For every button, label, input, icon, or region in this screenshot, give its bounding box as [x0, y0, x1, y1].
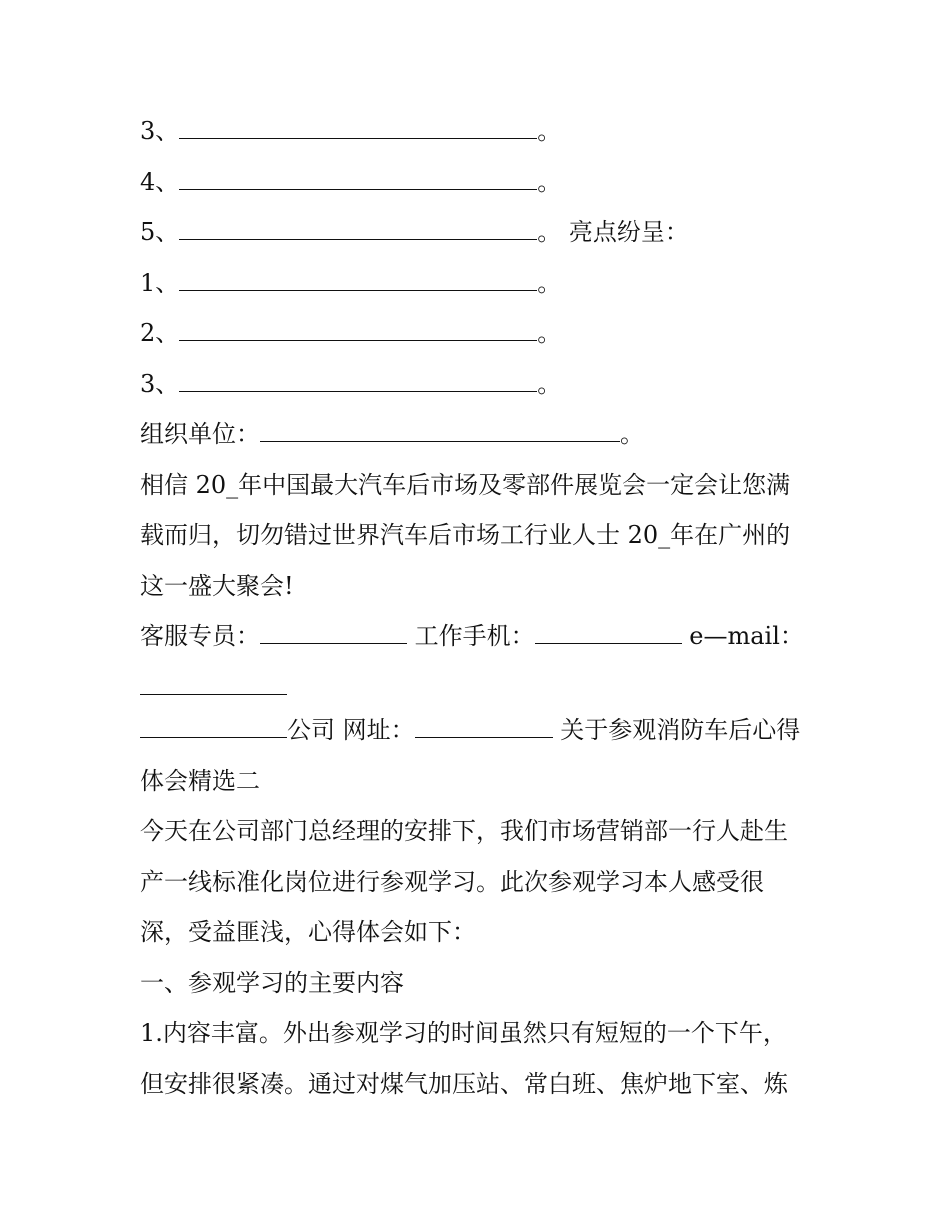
contact-line [140, 619, 820, 653]
item-end: 。 [537, 319, 562, 347]
fill-blank [140, 672, 287, 695]
item-end: 。 [537, 168, 562, 196]
item-number: 4、 [140, 168, 180, 196]
article-title: 关于参观消防车后心得 [552, 716, 801, 744]
item-end: 。 [537, 370, 562, 398]
email-label: e—mail： [681, 622, 804, 650]
organizer-end: 。 [620, 420, 644, 448]
item-number: 3、 [140, 370, 180, 398]
mobile-label: 工作手机： [407, 622, 535, 650]
fill-blank [179, 268, 537, 291]
contact-line [140, 670, 820, 704]
paragraph-line: 深，受益匪浅，心得体会如下： [140, 918, 476, 946]
item-number: 5、 [140, 218, 180, 246]
fill-blank [179, 116, 537, 139]
fill-blank [140, 715, 287, 738]
service-label: 客服专员： [140, 622, 260, 650]
article-title: 体会精选二 [140, 767, 260, 795]
fill-blank [179, 217, 537, 240]
list-item [140, 316, 820, 350]
item-number: 1、 [140, 269, 180, 297]
item-end: 。 [537, 117, 562, 145]
fill-blank [415, 715, 553, 738]
highlights-heading: 亮点纷呈： [561, 218, 689, 246]
item-number: 2、 [140, 319, 180, 347]
list-item [140, 266, 820, 300]
fill-blank [179, 369, 537, 392]
paragraph-line: 相信 20_年中国最大汽车后市场及零部件展览会一定会让您满 [140, 471, 791, 499]
list-item [140, 367, 820, 401]
paragraph-line: 1.内容丰富。外出参观学习的时间虽然只有短短的一个下午， [140, 1019, 787, 1047]
fill-blank [535, 621, 682, 644]
item-end: 。 [537, 218, 562, 246]
paragraph-line: 但安排很紧凑。通过对煤气加压站、常白班、焦炉地下室、炼 [140, 1070, 788, 1098]
section-heading: 一、参观学习的主要内容 [140, 969, 404, 997]
paragraph-line: 这一盛大聚会! [140, 572, 294, 600]
paragraph-line: 今天在公司部门总经理的安排下，我们市场营销部一行人赴生 [140, 817, 788, 845]
item-end: 。 [537, 269, 562, 297]
fill-blank [260, 621, 407, 644]
fill-blank [179, 318, 537, 341]
fill-blank [179, 167, 537, 190]
list-item [140, 165, 820, 199]
paragraph-line: 产一线标准化岗位进行参观学习。此次参观学习本人感受很 [140, 868, 764, 896]
fill-blank [260, 419, 620, 442]
contact-line [140, 713, 820, 747]
list-item [140, 114, 820, 148]
paragraph-line: 载而归，切勿错过世界汽车后市场工行业人士 20_年在广州的 [140, 521, 791, 549]
organizer-line [140, 417, 820, 451]
organizer-label: 组织单位： [140, 420, 260, 448]
company-label: 公司 网址： [287, 716, 415, 744]
list-item [140, 215, 820, 249]
item-number: 3、 [140, 117, 180, 145]
